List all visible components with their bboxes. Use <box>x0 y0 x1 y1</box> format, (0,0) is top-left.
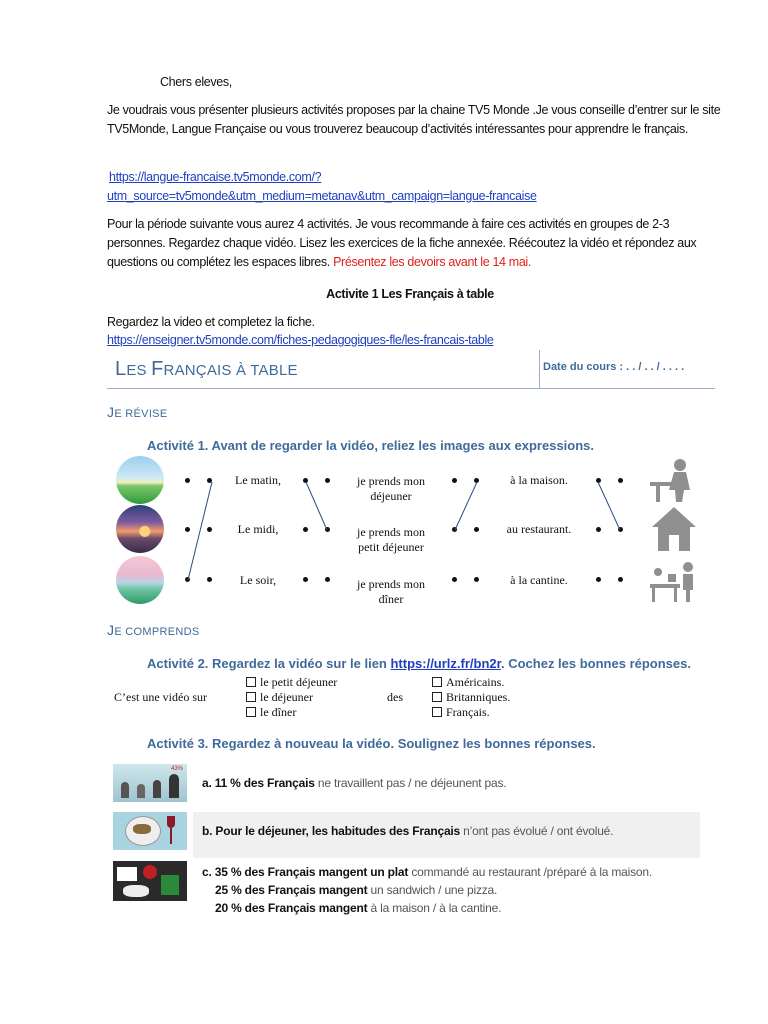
checkbox-icon[interactable] <box>432 677 442 687</box>
restaurant-icon <box>648 560 700 604</box>
meal-options <box>246 675 337 720</box>
people-checkbox[interactable]: Américains. <box>432 675 510 690</box>
instruction-line: Regardez la video et completez la fiche. <box>107 315 315 329</box>
checkbox-icon[interactable] <box>246 692 256 702</box>
section-je-comprends: JE COMPRENDS <box>107 622 200 638</box>
statistics-thumbnail: 43% <box>113 764 187 802</box>
col2-item: je prends mon petit déjeuner <box>357 525 425 554</box>
meal-checkbox[interactable]: le petit déjeuner <box>246 675 337 690</box>
activity-heading: Activite 1 Les Français à table <box>326 287 494 301</box>
meal-checkbox[interactable]: le dîner <box>246 705 337 720</box>
people-options <box>432 675 510 720</box>
question-b: b. Pour le déjeuner, les habitudes des Français n’ont pas évolué / ont évolué. <box>202 824 614 838</box>
checkbox-icon[interactable] <box>432 692 442 702</box>
tv5-link-line2[interactable]: utm_source=tv5monde&utm_medium=metanav&utm_campaign=langue-francaise <box>107 189 537 203</box>
col2-item: je prends mon dîner <box>357 577 425 606</box>
person-eating-icon <box>646 456 698 504</box>
greeting: Chers eleves, <box>160 75 232 89</box>
fiche-link[interactable]: https://enseigner.tv5monde.com/fiches-pedagogiques-fle/les-francais-table <box>107 333 494 347</box>
checkbox-icon[interactable] <box>246 677 256 687</box>
col1-item: Le matin, <box>235 473 281 487</box>
checkbox-icon[interactable] <box>432 707 442 717</box>
checkbox-icon[interactable] <box>246 707 256 717</box>
sheet-title: LES FRANÇAIS À TABLE <box>115 358 298 380</box>
match-line <box>188 482 212 580</box>
date-label: Date du cours : . . / . . / . . . . <box>543 361 685 373</box>
tv5-link-line1[interactable]: https://langue-francaise.tv5monde.com/? <box>109 170 322 184</box>
activity3-title: Activité 3. Regardez à nouveau la vidéo. Soulignez les bonnes réponses. <box>147 736 596 751</box>
col3-item: à la maison. <box>510 473 568 487</box>
section-je-revise: JE RÉVISE <box>107 404 168 420</box>
activity1-title: Activité 1. Avant de regarder la vidéo, reliez les images aux expressions. <box>147 438 595 453</box>
match-line <box>455 482 477 530</box>
a2-lead: C’est une vidéo sur <box>114 690 207 704</box>
question-c: c. 35 % des Français mangent un plat commandé au restaurant /préparé à la maison. 25 % des Français mangent un sandwich / une pizza. 20 % des Français mangent à la maison / à la cantine. <box>202 865 653 915</box>
video-link[interactable]: https://urlz.fr/bn2r <box>390 656 501 671</box>
people-checkbox[interactable]: Français. <box>432 705 510 720</box>
match-line <box>598 482 620 530</box>
question-a: a. 11 % des Français ne travaillent pas / ne déjeunent pas. <box>202 776 507 790</box>
intro-paragraph: Je voudrais vous présenter plusieurs activités proposes par la chaine TV5 Monde .Je vous conseille d’entrer sur le site TV5Monde, Langue Française ou vous trouverez beaucoup d’activités intéressantes pour apprendre le français. <box>107 103 721 136</box>
deadline-text: Présentez les devoirs avant le 14 mai. <box>333 255 531 269</box>
col3-item: au restaurant. <box>506 522 572 536</box>
people-checkbox[interactable]: Britanniques. <box>432 690 510 705</box>
activity2-title: Activité 2. Regardez la vidéo sur le lien https://urlz.fr/bn2r. Cochez les bonnes réponses. <box>147 656 691 671</box>
col3-item: à la cantine. <box>510 573 568 587</box>
plate-thumbnail <box>113 812 187 850</box>
meal-checkbox[interactable]: le déjeuner <box>246 690 337 705</box>
instructions-text: Pour la période suivante vous aurez 4 activités. Je vous recommande à faire ces activités en groupes de 2-3 personnes. Regardez chaque vidéo. Lisez les exercices de la fiche annexée. Réécoutez la vidéo et répondez aux questions ou complétez les espaces libres. <box>107 217 697 269</box>
food-thumbnail <box>113 861 187 901</box>
col2-item: je prends mon déjeuner <box>357 474 425 503</box>
match-line <box>306 482 327 530</box>
house-icon <box>650 505 698 553</box>
col1-item: Le midi, <box>237 522 279 536</box>
col1-item: Le soir, <box>239 573 277 587</box>
a2-des: des <box>387 690 403 704</box>
